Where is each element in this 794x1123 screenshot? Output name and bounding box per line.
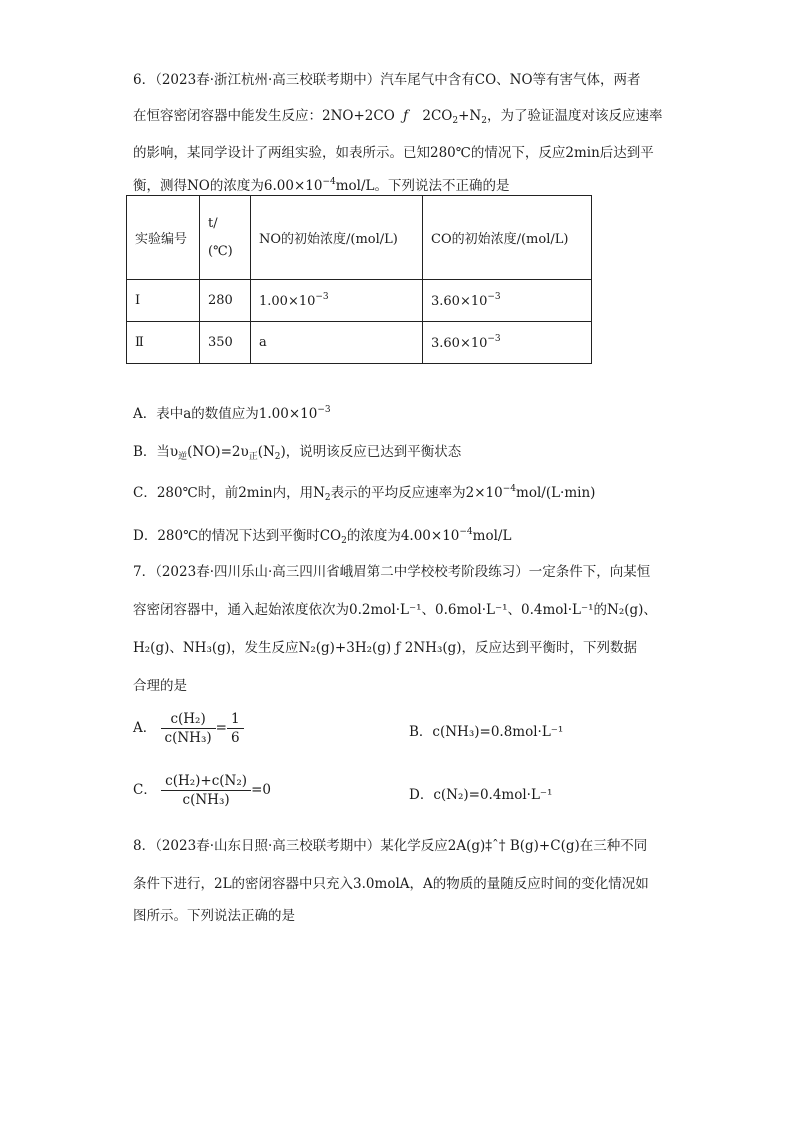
q6-option-c-sup: −4 <box>502 484 517 494</box>
cell-co-exp: −3 <box>487 292 501 302</box>
table-row <box>127 322 592 364</box>
q7-option-c-equals: =0 <box>251 782 271 798</box>
q6-line-3: 的影响，某同学设计了两组实验，如表所示。已知280℃的情况下，反应2min后达到平 <box>133 145 654 161</box>
q6-option-c-c: mol/(L·min) <box>516 485 596 501</box>
q6-option-b-a: B．当υ <box>133 444 179 460</box>
header-co-conc: CO的初始浓度/(mol/L) <box>423 196 592 280</box>
cell-id: Ⅰ <box>127 280 200 322</box>
q7-option-a-equals: = <box>215 720 227 736</box>
cell-no <box>251 322 423 364</box>
q6-line-2 <box>133 104 662 126</box>
q6-option-c-sub: 2 <box>324 493 331 503</box>
q6-line-2-tail: ，为了验证温度对该反应速率 <box>486 108 663 124</box>
q6-option-b-d: )，说明该反应已达到平衡状态 <box>280 444 462 460</box>
q8-line-3: 图所示。下列说法正确的是 <box>133 908 295 924</box>
q7-option-c-fraction <box>161 772 251 809</box>
q6-reaction-right: 2CO <box>422 108 453 124</box>
q6-sub-2b: 2 <box>481 116 487 126</box>
q6-option-d-sub: 2 <box>341 536 347 546</box>
q6-option-d <box>133 524 511 546</box>
header-t: t/ <box>208 215 218 231</box>
header-temperature <box>200 196 251 280</box>
q7-line-2: 容密闭容器中，通入起始浓度依次为0.2mol·L⁻¹、0.6mol·L⁻¹、0.4mol·L⁻¹的N₂(g)、 <box>133 602 657 618</box>
q8-line-2: 条件下进行，2L的密闭容器中只充入3.0molA，A的物质的量随反应时间的变化情况如 <box>133 876 649 892</box>
q7-line-3: H₂(g)、NH₃(g)，发生反应N₂(g)+3H₂(g) ƒ 2NH₃(g)，反应达到平衡时，下列数据 <box>133 640 638 656</box>
q6-option-c <box>133 481 595 503</box>
q6-sub-2a: 2 <box>452 116 459 126</box>
q7-option-a-value-num: 1 <box>227 710 244 729</box>
q6-reaction-left: 在恒容密闭容器中能发生反应：2NO+2CO <box>133 108 395 124</box>
q7-line-4: 合理的是 <box>133 678 187 694</box>
q6-equilibrium-symbol: ƒ <box>403 108 409 124</box>
cell-co-exp: −3 <box>487 334 501 344</box>
q7-option-a-fraction <box>161 710 216 747</box>
q7-option-a-denominator: c(NH₃) <box>164 730 212 746</box>
q6-option-a <box>133 402 331 422</box>
q7-option-c-label: C． <box>133 782 157 798</box>
q7-option-a-numerator: c(H₂) <box>161 710 216 729</box>
q6-option-d-sup: −4 <box>459 527 473 537</box>
q6-option-c-a: C．280℃时，前2min内，用N <box>133 485 325 501</box>
cell-no-val: a <box>259 335 267 350</box>
cell-co-val: 3.60×10 <box>431 336 488 351</box>
q7-line-1: 7．（2023春·四川乐山·高三四川省峨眉第二中学校校考阶段练习）一定条件下，向某恒 <box>133 564 651 580</box>
q6-line-4-a: 衡，测得NO的浓度为6.00×10 <box>133 178 323 194</box>
q7-option-d: D．c(N₂)=0.4mol·L⁻¹ <box>409 787 553 803</box>
cell-co <box>423 280 592 322</box>
q6-option-b-sub3: 2 <box>274 452 281 462</box>
q7-option-c <box>133 772 271 809</box>
header-no-conc: NO的初始浓度/(mol/L) <box>251 196 423 280</box>
q6-option-d-a: D．280℃的情况下达到平衡时CO <box>133 528 342 544</box>
table-header-row <box>127 196 592 280</box>
q7-option-c-denominator: c(NH₃) <box>182 792 230 808</box>
q7-option-c-numerator: c(H₂)+c(N₂) <box>161 772 251 791</box>
q6-line-1: 6．（2023春·浙江杭州·高三校联考期中）汽车尾气中含有CO、NO等有害气体，两者 <box>133 72 641 88</box>
table-row <box>127 280 592 322</box>
q6-option-a-sup: −3 <box>317 405 331 415</box>
cell-co <box>423 322 592 364</box>
cell-temp: 280 <box>200 280 251 322</box>
q6-option-d-c: mol/L <box>472 528 512 544</box>
q7-option-a-label: A． <box>133 720 157 736</box>
cell-no-exp: −3 <box>315 292 329 302</box>
experiment-table <box>126 195 592 364</box>
q7-option-a-value <box>227 710 244 747</box>
q8-line-1: 8．（2023春·山东日照·高三校联考期中）某化学反应2A(g)‡ˆ† B(g)+C(g)在三种不同 <box>133 838 648 854</box>
q7-option-a-value-den: 6 <box>230 730 240 746</box>
q6-option-a-text: A．表中a的数值应为1.00×10 <box>133 406 318 422</box>
q6-option-b-c: (N <box>257 444 275 460</box>
cell-co-val: 3.60×10 <box>431 294 488 309</box>
q6-option-c-b: 表示的平均反应速率为2×10 <box>330 485 503 501</box>
cell-no-val: 1.00×10 <box>259 294 316 309</box>
q7-option-a <box>133 710 244 747</box>
q6-option-d-b: 的浓度为4.00×10 <box>346 528 460 544</box>
q6-line-4-sup: −4 <box>322 177 336 187</box>
q6-option-b-sub2: 正 <box>248 452 258 462</box>
q6-reaction-n2: +N <box>458 108 482 124</box>
q6-option-b <box>133 440 461 462</box>
header-experiment-id: 实验编号 <box>127 196 200 280</box>
cell-temp: 350 <box>200 322 251 364</box>
q6-line-4-b: mol/L。下列说法不正确的是 <box>335 178 510 194</box>
header-unit: (℃) <box>208 243 233 259</box>
cell-id: Ⅱ <box>127 322 200 364</box>
q6-option-b-b: (NO)=2υ <box>187 444 249 460</box>
cell-no <box>251 280 423 322</box>
q6-option-b-sub1: 逆 <box>178 452 188 462</box>
q6-line-4 <box>133 174 509 194</box>
q7-option-b: B．c(NH₃)=0.8mol·L⁻¹ <box>409 724 564 740</box>
